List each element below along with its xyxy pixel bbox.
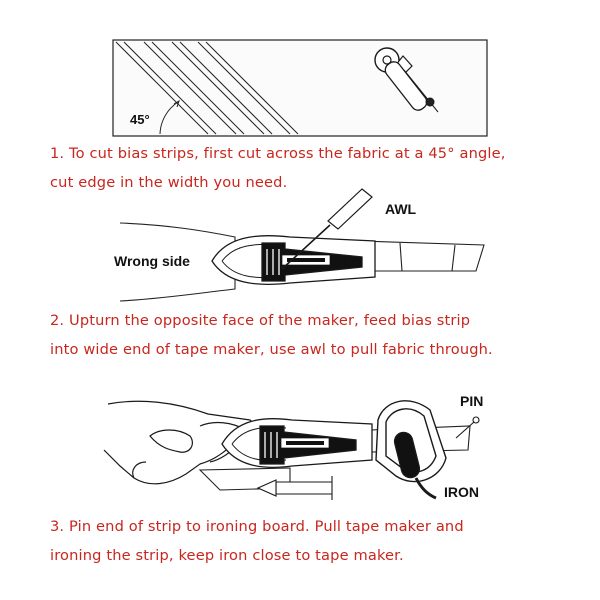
- step-1-caption-line-1: 1. To cut bias strips, first cut across the fabric at a 45° angle,: [50, 145, 506, 162]
- step-1-caption-line-2: cut edge in the width you need.: [50, 174, 288, 191]
- iron-label: IRON: [444, 484, 479, 500]
- step-3-caption-line-1: 3. Pin end of strip to ironing board. Pull tape maker and: [50, 518, 464, 535]
- fabric-rectangle: [113, 40, 487, 136]
- tape-maker-icon: [212, 236, 375, 285]
- angle-label: 45°: [130, 112, 150, 127]
- step-3-illustration: [0, 380, 600, 510]
- step-3-caption-line-2: ironing the strip, keep iron close to tape maker.: [50, 547, 404, 564]
- tape-maker-icon: [222, 419, 372, 468]
- pin-label: PIN: [460, 393, 484, 409]
- step-2-caption: [50, 306, 590, 364]
- wrong-side-label: Wrong side: [114, 253, 190, 269]
- step-2-caption-line-1: 2. Upturn the opposite face of the maker, feed bias strip: [50, 312, 471, 329]
- step-2-caption-line-2: into wide end of tape maker, use awl to pull fabric through.: [50, 341, 493, 358]
- awl-label: AWL: [385, 201, 417, 217]
- iron-icon: [376, 401, 446, 498]
- step-3-caption: [50, 512, 590, 570]
- step-2-illustration: [0, 185, 600, 310]
- step-1-illustration: [0, 0, 600, 140]
